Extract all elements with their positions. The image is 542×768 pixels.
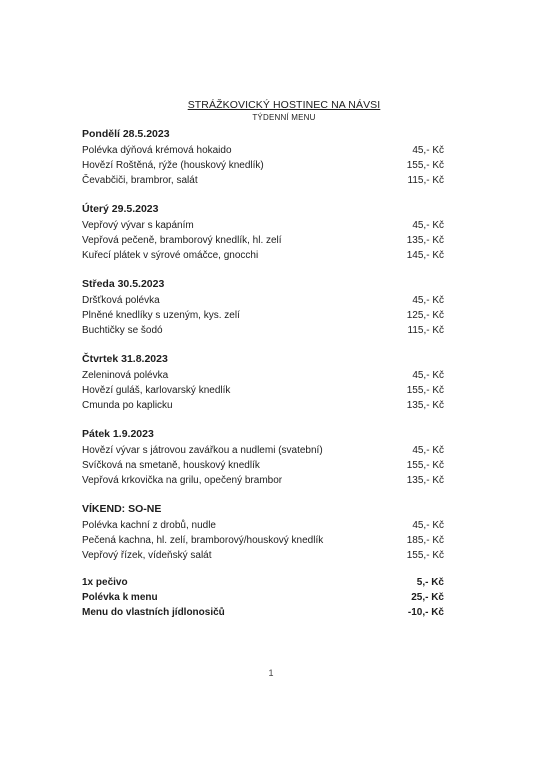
menu-item-price: 125,- Kč bbox=[406, 310, 444, 321]
day-title: Pátek 1.9.2023 bbox=[82, 428, 154, 440]
menu-item-name: Hovězí vývar s játrovou zavářkou a nudlemi (svatební) bbox=[82, 445, 323, 456]
menu-item bbox=[82, 158, 444, 173]
day-section-tuesday bbox=[82, 202, 444, 263]
menu-item bbox=[82, 443, 444, 458]
day-section-thursday bbox=[82, 352, 444, 413]
menu-item-price: 145,- Kč bbox=[406, 250, 444, 261]
menu-item bbox=[82, 458, 444, 473]
menu-item-price: 115,- Kč bbox=[407, 325, 444, 336]
menu-item-name: Vepřový vývar s kapáním bbox=[82, 220, 194, 231]
menu-item bbox=[82, 308, 444, 323]
menu-item-price: 45,- Kč bbox=[412, 145, 444, 156]
menu-item-price: 45,- Kč bbox=[412, 520, 444, 531]
menu-item bbox=[82, 218, 444, 233]
extra-item bbox=[82, 575, 444, 590]
menu-item-name: Zeleninová polévka bbox=[82, 370, 169, 381]
menu-item-price: 45,- Kč bbox=[412, 445, 444, 456]
weekly-menu bbox=[82, 127, 444, 577]
menu-item-name: Plněné knedlíky s uzeným, kys. zelí bbox=[82, 310, 240, 321]
menu-item bbox=[82, 173, 444, 188]
extra-item-name: Menu do vlastních jídlonosičů bbox=[82, 607, 225, 618]
menu-item-price: 45,- Kč bbox=[412, 220, 444, 231]
extra-item-name: Polévka k menu bbox=[82, 592, 158, 603]
menu-item-name: Pečená kachna, hl. zelí, bramborový/houskový knedlík bbox=[82, 535, 324, 546]
menu-item bbox=[82, 293, 444, 308]
menu-item-price: 155,- Kč bbox=[406, 385, 444, 396]
menu-item-name: Polévka dýňová krémová hokaido bbox=[82, 145, 232, 156]
extras-section bbox=[82, 575, 444, 620]
extra-item-price: -10,- Kč bbox=[407, 607, 444, 618]
menu-item bbox=[82, 533, 444, 548]
menu-item bbox=[82, 548, 444, 563]
menu-item bbox=[82, 383, 444, 398]
day-title: Úterý 29.5.2023 bbox=[82, 203, 159, 215]
menu-item-name: Vepřový řízek, vídeňský salát bbox=[82, 550, 212, 561]
menu-item-name: Cmunda po kaplicku bbox=[82, 400, 173, 411]
menu-item-name: Hovězí Roštěná, rýže (houskový knedlík) bbox=[82, 160, 264, 171]
menu-item bbox=[82, 473, 444, 488]
menu-item-name: Kuřecí plátek v sýrové omáčce, gnocchi bbox=[82, 250, 259, 261]
restaurant-title: STRÁŽKOVICKÝ HOSTINEC NA NÁVSI bbox=[187, 99, 381, 111]
day-title: Středa 30.5.2023 bbox=[82, 278, 165, 290]
day-title: Čtvrtek 31.8.2023 bbox=[82, 353, 168, 365]
day-section-weekend bbox=[82, 502, 444, 563]
menu-item-name: Dršťková polévka bbox=[82, 295, 160, 306]
day-section-monday bbox=[82, 127, 444, 188]
menu-item bbox=[82, 368, 444, 383]
menu-item-name: Čevabčiči, brambror, salát bbox=[82, 175, 198, 186]
menu-item-name: Vepřová krkovička na grilu, opečený brambor bbox=[82, 475, 283, 486]
extra-item bbox=[82, 605, 444, 620]
menu-item-name: Vepřová pečeně, bramborový knedlík, hl. zelí bbox=[82, 235, 282, 246]
day-section-friday bbox=[82, 427, 444, 488]
menu-item-price: 155,- Kč bbox=[406, 160, 444, 171]
extra-item-name: 1x pečivo bbox=[82, 577, 128, 588]
menu-item-price: 45,- Kč bbox=[412, 370, 444, 381]
menu-item-price: 185,- Kč bbox=[406, 535, 444, 546]
menu-item-name: Svíčková na smetaně, houskový knedlík bbox=[82, 460, 260, 471]
extra-item bbox=[82, 590, 444, 605]
day-section-wednesday bbox=[82, 277, 444, 338]
menu-item-price: 155,- Kč bbox=[406, 550, 444, 561]
menu-item-name: Polévka kachní z drobů, nudle bbox=[82, 520, 216, 531]
menu-item bbox=[82, 248, 444, 263]
page-number: 1 bbox=[268, 668, 274, 678]
menu-subtitle: TÝDENNÍ MENU bbox=[252, 113, 316, 122]
menu-item bbox=[82, 233, 444, 248]
menu-item-price: 135,- Kč bbox=[406, 400, 444, 411]
menu-item-price: 135,- Kč bbox=[406, 475, 444, 486]
menu-item-price: 155,- Kč bbox=[406, 460, 444, 471]
menu-item bbox=[82, 518, 444, 533]
extra-item-price: 25,- Kč bbox=[411, 592, 444, 603]
menu-item bbox=[82, 143, 444, 158]
menu-item-price: 115,- Kč bbox=[407, 175, 444, 186]
menu-item bbox=[82, 398, 444, 413]
menu-item-name: Buchtičky se šodó bbox=[82, 325, 163, 336]
menu-item-price: 135,- Kč bbox=[406, 235, 444, 246]
menu-header bbox=[0, 99, 542, 122]
menu-item bbox=[82, 323, 444, 338]
day-title: Pondělí 28.5.2023 bbox=[82, 128, 170, 140]
menu-item-price: 45,- Kč bbox=[412, 295, 444, 306]
menu-item-name: Hovězí guláš, karlovarský knedlík bbox=[82, 385, 231, 396]
day-title: VÍKEND: SO-NE bbox=[82, 503, 162, 515]
extra-item-price: 5,- Kč bbox=[416, 577, 444, 588]
